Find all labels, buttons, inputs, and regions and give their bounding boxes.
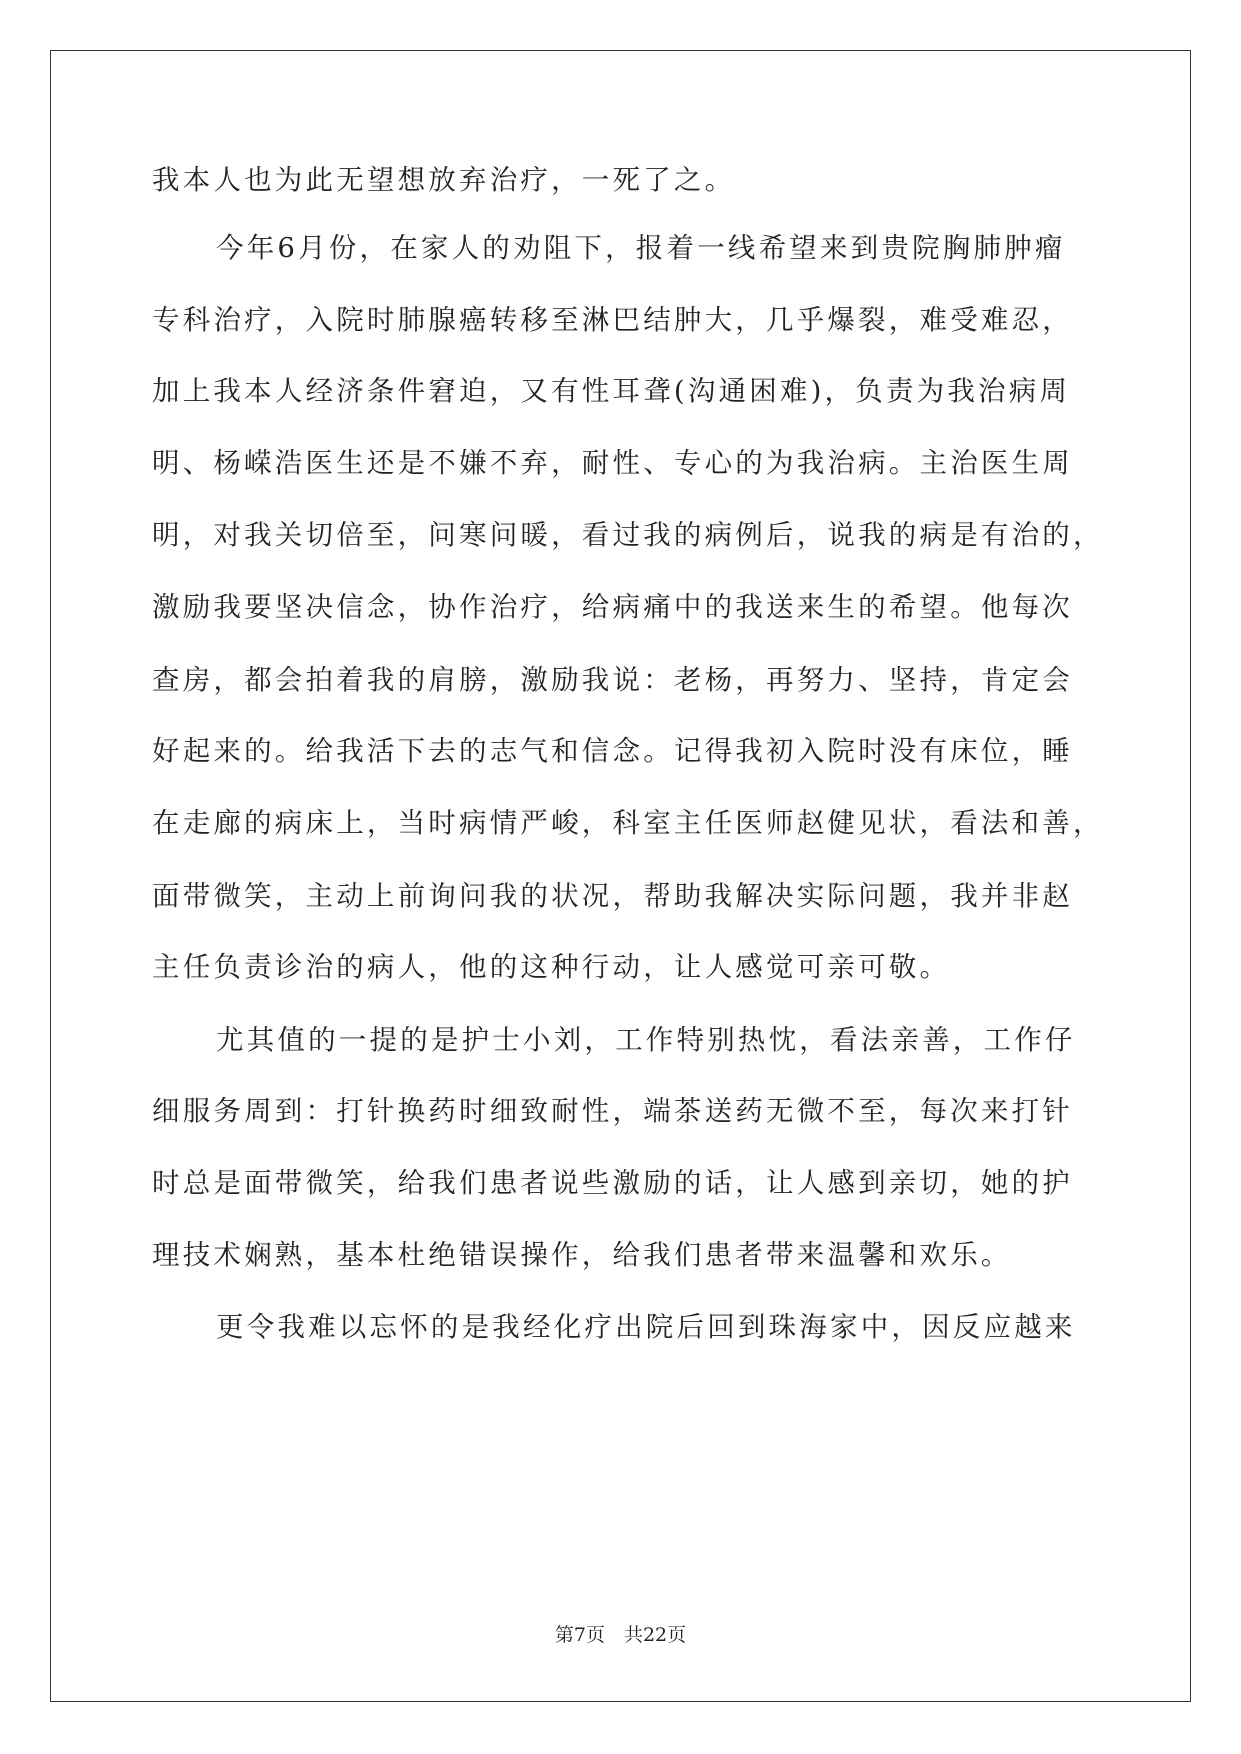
body-text-line: 理技术娴熟，基本杜绝错误操作，给我们患者带来温馨和欢乐。 bbox=[152, 1239, 1012, 1271]
body-text-line: 明、杨嵘浩医生还是不嫌不弃，耐性、专心的为我治病。主治医生周 bbox=[152, 447, 1073, 479]
page-number-footer: 第7页 共22页 bbox=[554, 1624, 687, 1646]
body-text-line: 我本人也为此无望想放弃治疗，一死了之。 bbox=[152, 164, 736, 196]
body-text-line: 细服务周到：打针换药时细致耐性，端茶送药无微不至，每次来打针 bbox=[152, 1095, 1073, 1127]
body-text-line: 查房，都会拍着我的肩膀，激励我说：老杨，再努力、坚持，肯定会 bbox=[152, 664, 1073, 696]
body-text-line: 专科治疗，入院时肺腺癌转移至淋巴结肿大，几乎爆裂，难受难忍， bbox=[152, 304, 1073, 336]
body-text-line: 明，对我关切倍至，问寒问暖，看过我的病例后，说我的病是有治的， bbox=[152, 519, 1104, 551]
body-text-line: 时总是面带微笑，给我们患者说些激励的话，让人感到亲切，她的护 bbox=[152, 1167, 1073, 1199]
paragraph-first-line: 尤其值的一提的是护士小刘，工作特别热忱，看法亲善，工作仔 bbox=[216, 1024, 1076, 1056]
body-text-line: 面带微笑，主动上前询问我的状况，帮助我解决实际问题，我并非赵 bbox=[152, 880, 1073, 912]
body-text-line: 在走廊的病床上，当时病情严峻，科室主任医师赵健见状，看法和善， bbox=[152, 807, 1104, 839]
paragraph-first-line: 更令我难以忘怀的是我经化疗出院后回到珠海家中，因反应越来 bbox=[216, 1311, 1076, 1343]
body-text-line: 激励我要坚决信念，协作治疗，给病痛中的我送来生的希望。他每次 bbox=[152, 591, 1073, 623]
body-text-line: 主任负责诊治的病人，他的这种行动，让人感觉可亲可敬。 bbox=[152, 951, 951, 983]
body-text-line: 好起来的。给我活下去的志气和信念。记得我初入院时没有床位，睡 bbox=[152, 735, 1073, 767]
paragraph-first-line: 今年6月份，在家人的劝阻下，报着一线希望来到贵院胸肺肿瘤 bbox=[216, 232, 1066, 264]
body-text-line: 加上我本人经济条件窘迫，又有性耳聋(沟通困难)，负责为我治病周 bbox=[152, 375, 1071, 407]
